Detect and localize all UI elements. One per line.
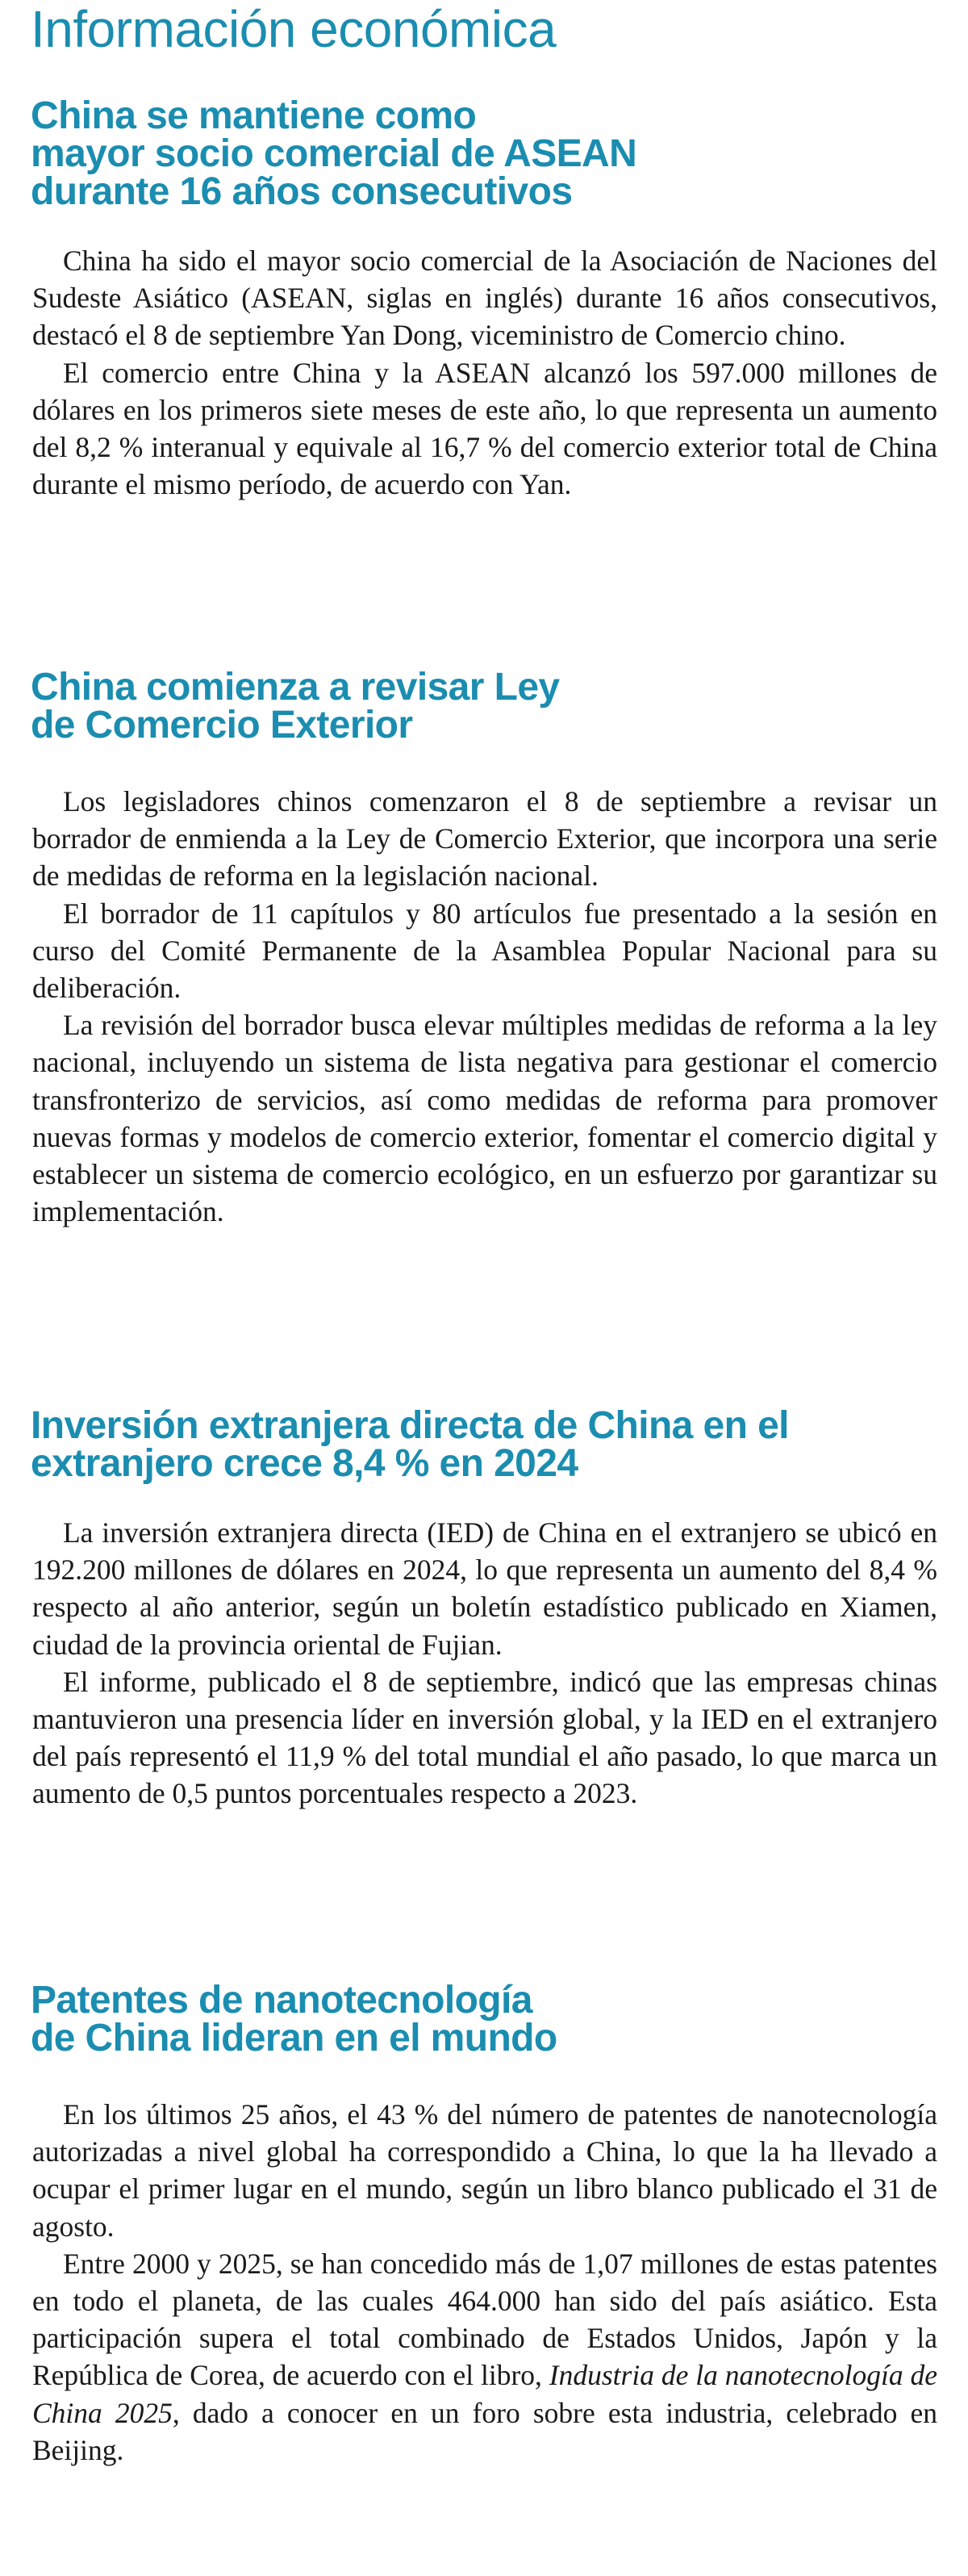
- article-trade-law: [31, 668, 937, 1230]
- article-headline: [31, 1979, 937, 2060]
- paragraph-text: , dado a conocer en un foro sobre esta industria, celebrado en Beijing.: [32, 2396, 938, 2466]
- article-fdi: [31, 1404, 937, 1813]
- paragraph: China ha sido el mayor socio comercial de la Asociación de Naciones del Sudeste Asiático (ASEAN, siglas en inglés) durante 16 años consecutivos, destacó el 8 de septiembre Yan Dong, viceministro de Comercio chino.: [32, 245, 937, 352]
- article-body: [31, 242, 937, 503]
- headline-line: China se mantiene como: [31, 94, 477, 137]
- headline-line: China comienza a revisar Ley: [31, 666, 560, 709]
- paragraph: La inversión extranjera directa (IED) de China en el extranjero se ubicó en 192.200 millones de dólares en 2024, lo que representa un aumento del 8,4 % respecto al año anterior, según un boletín estadístico publicado en Xiamen, ciudad de la provincia oriental de Fujian.: [32, 1516, 937, 1661]
- article-nanotech: [31, 1981, 937, 2469]
- section-title: Información económica: [31, 0, 557, 58]
- paragraph: El informe, publicado el 8 de septiembre, indicó que las empresas chinas mantuvieron una presencia líder en inversión global, y la IED en el extranjero del país representó el 11,9 % del total mundial el año pasado, lo que marca un aumento de 0,5 puntos porcentuales respecto a 2023.: [32, 1665, 937, 1810]
- paragraph: [32, 2245, 937, 2469]
- book-title: Industria de la nanotecnología de China 2025: [32, 2359, 937, 2429]
- paragraph-text: Entre 2000 y 2025, se han concedido más de 1,07 millones de estas patentes en todo el planeta, de las cuales 464.000 han sido del país asiático. Esta participación supera el total combinado de Estados Unidos, Japón y la República de Corea, de acuerdo con el libro,: [32, 2247, 937, 2392]
- article-headline: [31, 1404, 937, 1485]
- paragraph: Los legisladores chinos comenzaron el 8 de septiembre a revisar un borrador de enmienda a la Ley de Comercio Exterior, que incorpora una serie de medidas de reforma en la legislación nacional.: [32, 785, 937, 893]
- headline-line: de Comercio Exterior: [31, 704, 413, 746]
- paragraph: El borrador de 11 capítulos y 80 artículos fue presentado a la sesión en curso del Comité Permanente de la Asamblea Popular Nacional para su deliberación.: [32, 897, 937, 1005]
- article-headline: [31, 94, 937, 213]
- paragraph: La revisión del borrador busca elevar múltiples medidas de reforma a la ley nacional, incluyendo un sistema de lista negativa para gestionar el comercio transfronterizo de servicios, así como medidas de reforma para promover nuevas formas y modelos de comercio exterior, fomentar el comercio digital y establecer un sistema de comercio ecológico, en un esfuerzo por garantizar su implementación.: [32, 1009, 937, 1228]
- article-headline: [31, 668, 937, 744]
- headline-line: Patentes de nanotecnología: [31, 1979, 532, 2022]
- paragraph: En los últimos 25 años, el 43 % del número de patentes de nanotecnología autorizadas a nivel global ha correspondido a China, lo que la ha llevado a ocupar el primer lugar en el mundo, según un libro blanco publicado el 31 de agosto.: [32, 2098, 937, 2243]
- article-body: [31, 783, 937, 1230]
- section-header: [31, 0, 937, 73]
- article-body: [31, 2096, 937, 2469]
- article-body: [31, 1514, 937, 1813]
- headline-line: mayor socio comercial de ASEAN: [31, 132, 637, 175]
- article-asean: [31, 94, 937, 503]
- headline-line: durante 16 años consecutivos: [31, 170, 573, 213]
- headline-line: de China lideran en el mundo: [31, 2017, 557, 2060]
- paragraph: El comercio entre China y la ASEAN alcanzó los 597.000 millones de dólares en los primeros siete meses de este año, lo que representa un aumento del 8,2 % interanual y equivale al 16,7 % del comercio exterior total de China durante el mismo período, de acuerdo con Yan.: [32, 356, 937, 501]
- headline-line: extranjero crece 8,4 % en 2024: [31, 1442, 578, 1485]
- headline-line: Inversión extranjera directa de China en el: [31, 1404, 789, 1447]
